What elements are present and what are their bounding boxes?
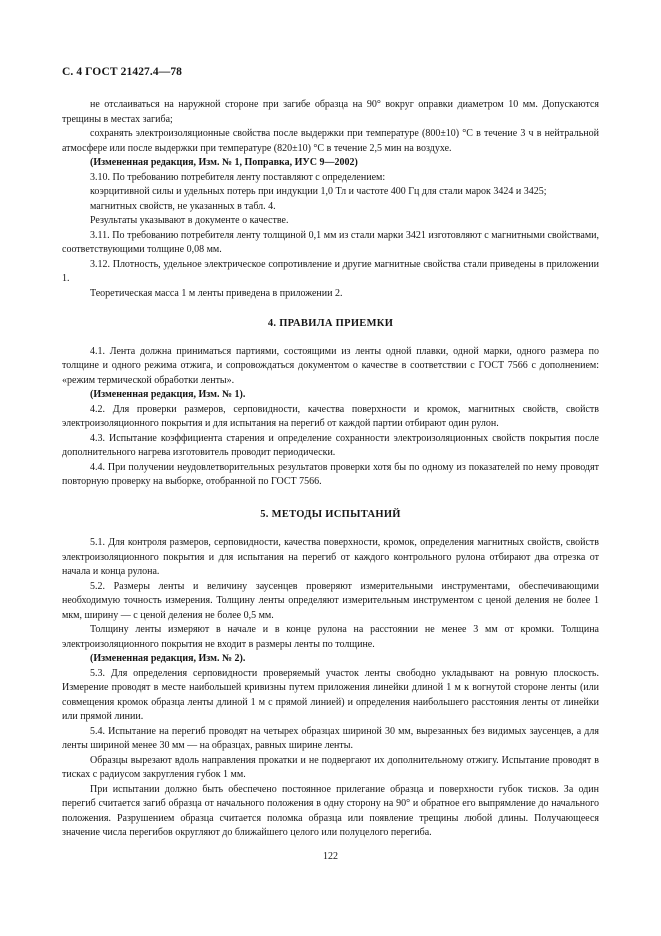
section-heading: 4. ПРАВИЛА ПРИЕМКИ [267,318,394,329]
paragraph: 4.1. Лента должна приниматься партиями, состоящими из ленты одной плавки, одной марки, одного размера по толщине и одного режима отжига, и сопровождаться документом о качестве в соответствии с ГОСТ 7566 с дополнением: «режим термической обработки ленты». [62,345,599,386]
paragraph: 5.3. Для определения серповидности проверяемый участок ленты свободно укладывают на ровную плоскость. Измерение проводят в месте наибольшей кривизны путем приложения линейки длиной 1 м к вогнутой стороне ленты (или совмещения кромок образца ленты длиной 1 м с прямой линией) и определения наибольшего расстояния ленты от линейки или прямой линии. [62,667,599,722]
revision-note: (Измененная редакция, Изм. № 2). [90,653,246,664]
paragraph: 4.2. Для проверки размеров, серповидности, качества поверхности и кромок, магнитных свойств, свойств электроизоляционного покрытия и для испытания на перегиб от каждой партии отбирают один рулон. [62,403,599,429]
paragraph: 3.12. Плотность, удельное электрическое сопротивление и другие магнитные свойства стали приведены в приложении 1. [62,258,599,284]
paragraph: Результаты указывают в документе о качестве. [90,215,289,226]
paragraph: 4.3. Испытание коэффициента старения и определение сохранности электроизоляционных свойств покрытия после дополнительного нагрева изготовитель проводит периодически. [62,432,599,458]
paragraph: Образцы вырезают вдоль направления прокатки и не подвергают их дополнительному отжигу. Испытание проводят в тисках с радиусом закругления губок 1 мм. [62,754,599,780]
paragraph: 3.10. По требованию потребителя ленту поставляют с определением: [90,171,386,183]
page-number: 122 [323,851,338,862]
paragraph: 4.4. При получении неудовлетворительных результатов проверки хотя бы по одному из показателей по нему проводят повторную проверку на выборке, отобранной по ГОСТ 7566. [62,461,599,487]
paragraph: сохранять электроизоляционные свойства после выдержки при температуре (800±10) °С в течение 3 ч в нейтральной атмосфере или после выдержки при температуре (820±10) °С в течение 2,5 мин на воздухе. [62,128,599,154]
paragraph: 5.2. Размеры ленты и величину заусенцев проверяют измерительными инструментами, обеспечивающими необходимую точность измерения. Толщину ленты определяют измерительным инструментом с ценой деления не более 1 мкм, ширину — с ценой деления не более 0,5 мм. [62,580,599,621]
paragraph: магнитных свойств, не указанных в табл. 4. [90,200,276,212]
paragraph: коэрцитивной силы и удельных потерь при индукции 1,0 Тл и частоте 400 Гц для стали марок 3424 и 3425; [90,186,547,197]
revision-note: (Измененная редакция, Изм. № 1). [90,389,246,400]
paragraph: не отслаиваться на наружной стороне при загибе образца на 90° вокруг оправки диаметром 10 мм. Допускаются трещины в местах загиба; [62,99,599,125]
paragraph: Толщину ленты измеряют в начале и в конце рулона на расстоянии не менее 3 мм от кромки. Толщина электроизоляционного покрытия не входит в размеры ленты по толщине. [62,624,599,650]
page-header: С. 4 ГОСТ 21427.4—78 [62,66,183,78]
paragraph: 5.1. Для контроля размеров, серповидности, качества поверхности, кромок, определения магнитных свойств, свойств электроизоляционного покрытия и для испытания на перегиб от каждого контрольного рулона отбирают два отрезка от начала и конца рулона. [62,537,599,577]
paragraph: При испытании должно быть обеспечено постоянное прилегание образца и поверхности губок тисков. За один перегиб считается загиб образца от начального положения в одну сторону на 90° и обратное его выпрямление до начального положения. Разрушением образца считается поломка образца или появление трещины любой длины. Получающееся значение числа перегибов округляют до ближайшего целого или полуцелого перегиба. [62,783,599,838]
revision-note: (Измененная редакция, Изм. № 1, Поправка, ИУС 9—2002) [90,157,358,168]
paragraph: 5.4. Испытание на перегиб проводят на четырех образцах шириной 30 мм, вырезанных без видимых заусенцев, а для ленты шириной менее 30 мм — на образцах, равных ширине ленты. [62,725,599,751]
paragraph: 3.11. По требованию потребителя ленту толщиной 0,1 мм из стали марки 3421 изготовляют с магнитными свойствами, соответствующими толщине 0,08 мм. [62,229,599,255]
section-heading: 5. МЕТОДЫ ИСПЫТАНИЙ [260,508,401,520]
page-content [62,98,599,841]
paragraph: Теоретическая масса 1 м ленты приведена в приложении 2. [90,287,343,299]
